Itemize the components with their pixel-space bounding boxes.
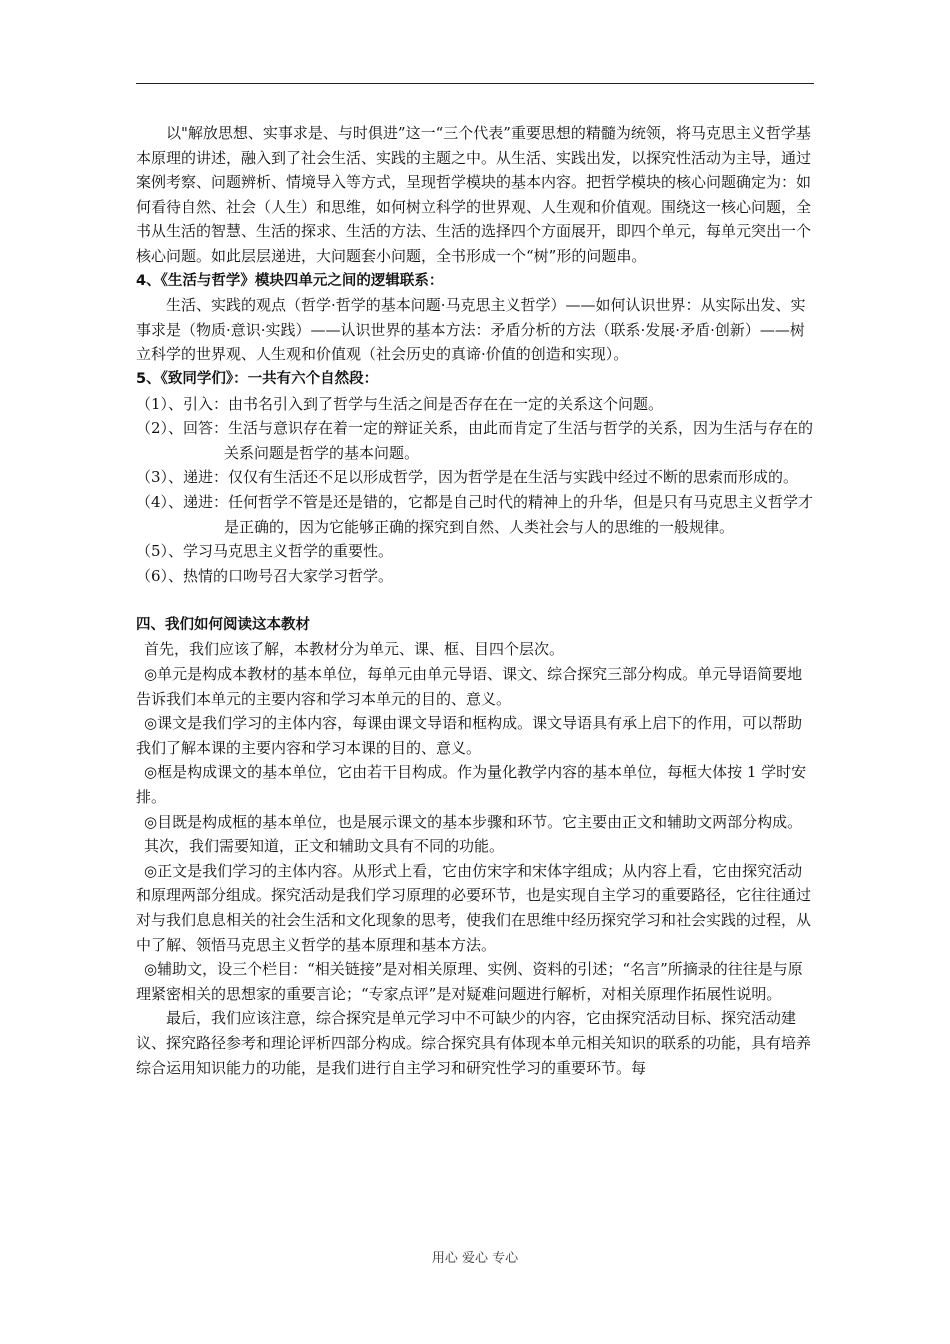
- page-footer: 用心 爱心 专心: [431, 1251, 519, 1266]
- reading-paragraph-8: ◎辅助文，设三个栏目：“相关链接”是对相关原理、实例、资料的引述；“名言”所摘录的往往是与原理紧密相关的思想家的重要言论；“专家点评”是对疑难问题进行解析，对相关原理作拓展性说明。: [136, 960, 803, 1003]
- list-item-5: （5）、学习马克思主义哲学的重要性。: [136, 542, 394, 561]
- reading-paragraph-7: ◎正文是我们学习的主体内容。从形式上看，它由仿宋字和宋体字组成；从内容上看，它由探究活动和原理两部分组成。探究活动是我们学习原理的必要环节，也是实现自主学习的重要路径，它往往通过对与我们息息相关的社会生活和文化现象的思考，使我们在思维中经历探究学习和社会实践的过程，从中了解、领悟马克思主义哲学的基本原理和基本方法。: [136, 861, 812, 954]
- section-4-heading: 4、《生活与哲学》模块四单元之间的逻辑联系：: [136, 272, 444, 289]
- spacer: [136, 588, 816, 613]
- section-4-paragraph: 生活、实践的观点（哲学·哲学的基本问题·马克思主义哲学）——如何认识世界：从实际出发、实事求是（物质·意识·实践）——认识世界的基本方法：矛盾分析的方法（联系·发展·矛盾·创新）——树立科学的世界观、人生观和价值观（社会历史的真谛·价值的创造和实现）。: [136, 296, 806, 364]
- list-item-6: （6）、热情的口吻号召大家学习哲学。: [136, 566, 394, 585]
- reading-paragraph-9: 最后，我们应该注意，综合探究是单元学习中不可缺少的内容，它由探究活动目标、探究活动建议、探究路径参考和理论评析四部分构成。综合探究具有体现本单元相关知识的联系的功能，具有培养综合运用知识能力的功能，是我们进行自主学习和研究性学习的重要环节。每: [136, 1009, 812, 1077]
- reading-paragraph-2: ◎单元是构成本教材的基本单位，每单元由单元导语、课文、综合探究三部分构成。单元导语简要地告诉我们本单元的主要内容和学习本单元的目的、意义。: [136, 665, 803, 708]
- list-item-4: （4）、递进：任何哲学不管是还是错的，它都是自己时代的精神上的升华，但是只有马克思主义哲学才是正确的，因为它能够正确的探究到自然、人类社会与人的思维的一般规律。: [136, 492, 814, 536]
- document-body: [136, 121, 816, 1080]
- reading-paragraph-4: ◎框是构成课文的基本单位，它由若干目构成。作为量化教学内容的基本单位，每框大体按 1 学时安排。: [136, 763, 807, 807]
- reading-paragraph-3: ◎课文是我们学习的主体内容，每课由课文导语和框构成。课文导语具有承上启下的作用，可以帮助我们了解本课的主要内容和学习本课的目的、意义。: [136, 714, 803, 757]
- reading-paragraph-1: 首先，我们应该了解，本教材分为单元、课、框、目四个层次。: [144, 640, 565, 659]
- list-item-3: （3）、递进：仅仅有生活还不足以形成哲学，因为哲学是在生活与实践中经过不断的思索而形成的。: [136, 468, 799, 487]
- list-item-2: （2）、回答：生活与意识存在着一定的辩证关系，由此而肯定了生活与哲学的关系，因为生活与存在的关系问题是哲学的基本问题。: [136, 419, 814, 462]
- section-5-heading: 5、《致同学们》：一共有六个自然段：: [136, 370, 379, 387]
- header-rule: [136, 83, 814, 84]
- intro-paragraph: 以"解放思想、实事求是、与时俱进”这一“三个代表”重要思想的精髓为统领，将马克思主义哲学基本原理的讲述，融入到了社会生活、实践的主题之中。从生活、实践出发，以探究性活动为主导，通过案例考察、问题辨析、情境导入等方式，呈现哲学模块的基本内容。把哲学模块的核心问题确定为：如何看待自然、社会（人生）和思维，如何树立科学的世界观、人生观和价值观。围绕这一核心问题，全书从生活的智慧、生活的探求、生活的方法、生活的选择四个方面展开，即四个单元，每单元突出一个核心问题。如此层层递进，大问题套小问题，全书形成一个“树”形的问题串。: [136, 124, 812, 265]
- reading-paragraph-6: 其次，我们需要知道，正文和辅助文具有不同的功能。: [144, 837, 505, 856]
- list-item-1: （1）、引入：由书名引入到了哲学与生活之间是否存在在一定的关系这个问题。: [136, 394, 664, 413]
- reading-paragraph-5: ◎目既是构成框的基本单位，也是展示课文的基本步骤和环节。它主要由正文和辅助文两部分构成。: [144, 812, 803, 831]
- section-four-heading: 四、我们如何阅读这本教材: [136, 616, 310, 633]
